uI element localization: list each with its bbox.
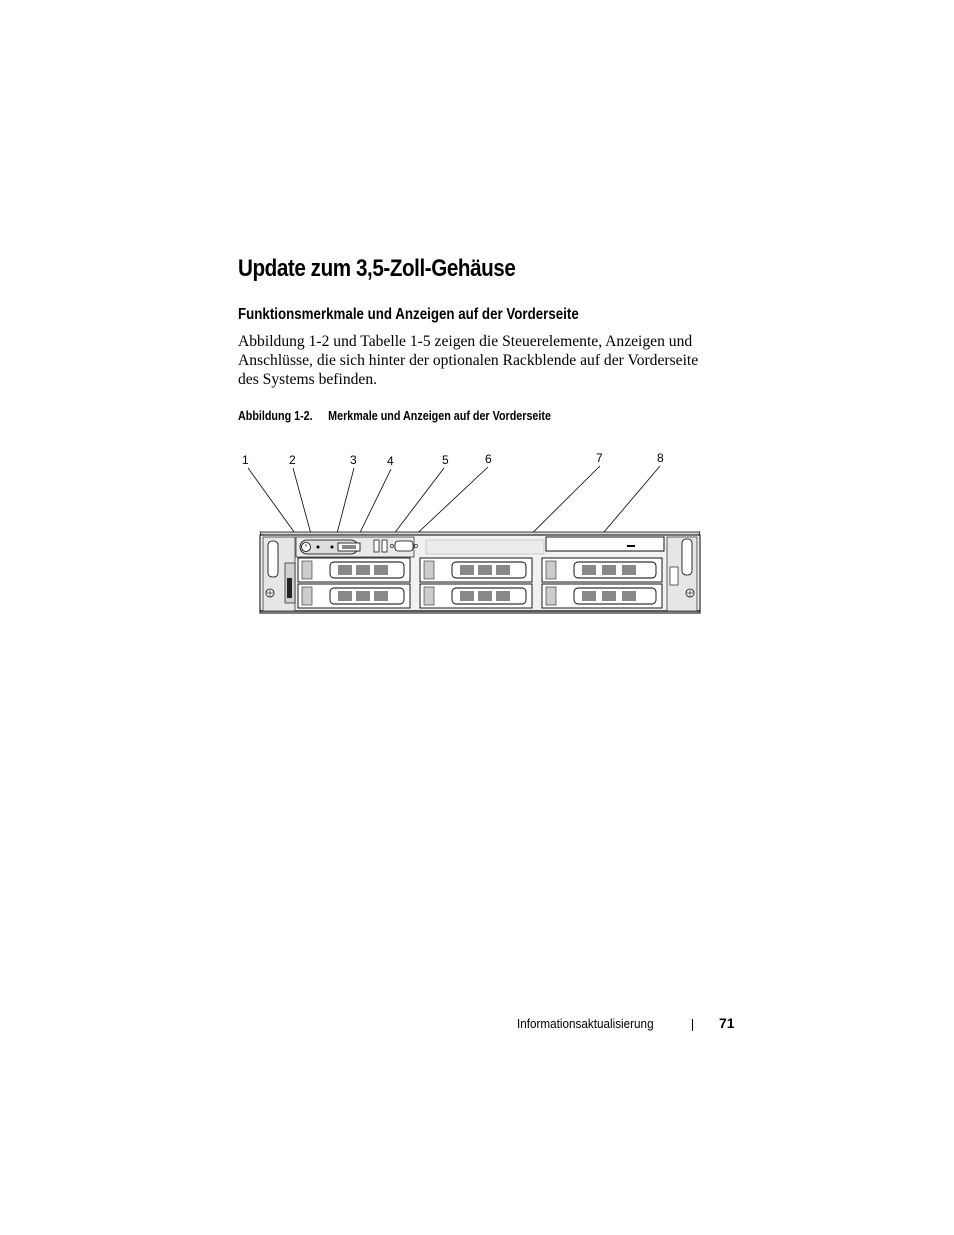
section-heading: Funktionsmerkmale und Anzeigen auf der Vorderseite: [238, 306, 579, 323]
figure-caption: [238, 409, 551, 423]
server-front-panel-illustration: [230, 445, 710, 625]
callout-3: 3: [350, 453, 357, 467]
page-number: 71: [719, 1015, 735, 1031]
server-front-panel-figure: [230, 445, 710, 625]
callout-6: 6: [485, 452, 492, 466]
callout-4: 4: [387, 454, 394, 468]
callout-8: 8: [657, 451, 664, 465]
body-line: Abbildung 1-2 und Tabelle 1-5 zeigen die Steuerelemente, Anzeigen und: [238, 333, 693, 350]
callout-5: 5: [442, 453, 449, 467]
body-line: Anschlüsse, die sich hinter der optionalen Rackblende auf der Vorderseite: [238, 352, 699, 369]
body-paragraph: [238, 332, 708, 389]
vent-grid: [426, 540, 544, 554]
footer-section-title: Informationsaktualisierung: [517, 1016, 654, 1031]
figure-title: Merkmale und Anzeigen auf der Vorderseite: [328, 409, 551, 423]
footer-separator: [692, 1019, 693, 1031]
figure-label: Abbildung 1-2.: [238, 409, 313, 423]
body-line: des Systems befinden.: [238, 371, 378, 388]
callout-7: 7: [596, 451, 603, 465]
server-chassis: [260, 532, 700, 613]
callout-2: 2: [289, 453, 296, 467]
page-heading: Update zum 3,5-Zoll-Gehäuse: [238, 255, 516, 282]
callout-1: 1: [242, 453, 249, 467]
